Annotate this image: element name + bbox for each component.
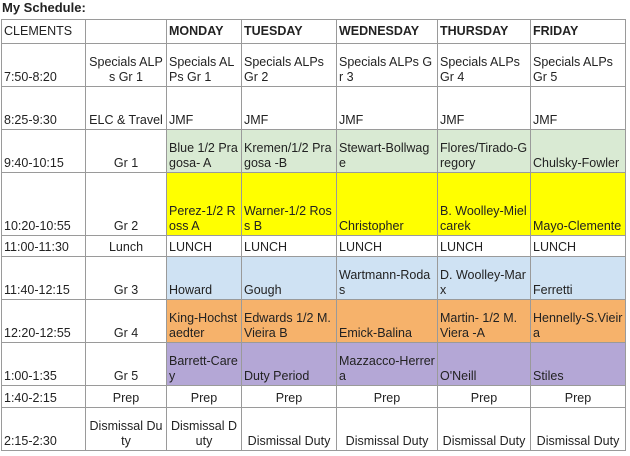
tuesday-cell: Duty Period <box>242 343 337 386</box>
grade-cell: Specials ALPs Gr 1 <box>86 44 167 87</box>
wednesday-cell: Stewart-Bollwage <box>337 130 438 173</box>
friday-cell: Ferretti <box>531 257 626 300</box>
thursday-cell: Dismissal Duty <box>438 408 531 451</box>
monday-cell: King-Hochstaedter <box>167 300 242 343</box>
header-monday: MONDAY <box>167 20 242 44</box>
monday-cell: Howard <box>167 257 242 300</box>
time-cell: 12:20-12:55 <box>2 300 86 343</box>
table-row <box>2 408 626 451</box>
friday-cell: Chulsky-Fowler <box>531 130 626 173</box>
wednesday-cell: Christopher <box>337 173 438 236</box>
wednesday-cell: Prep <box>337 386 438 408</box>
table-row <box>2 300 626 343</box>
time-cell: 1:00-1:35 <box>2 343 86 386</box>
header-school: CLEMENTS <box>2 20 86 44</box>
monday-cell: Blue 1/2 Pragosa- A <box>167 130 242 173</box>
wednesday-cell: Emick-Balina <box>337 300 438 343</box>
thursday-cell: Prep <box>438 386 531 408</box>
table-row <box>2 236 626 257</box>
monday-cell: LUNCH <box>167 236 242 257</box>
table-row <box>2 130 626 173</box>
grade-cell: ELC & Travel <box>86 87 167 130</box>
time-cell: 8:25-9:30 <box>2 87 86 130</box>
grade-cell: Dismissal Duty <box>86 408 167 451</box>
grade-cell: Gr 2 <box>86 173 167 236</box>
grade-cell: Gr 4 <box>86 300 167 343</box>
time-cell: 11:00-11:30 <box>2 236 86 257</box>
monday-cell: Specials ALPs Gr 1 <box>167 44 242 87</box>
header-grade <box>86 20 167 44</box>
tuesday-cell: Specials ALPs Gr 2 <box>242 44 337 87</box>
table-row <box>2 173 626 236</box>
grade-cell: Gr 3 <box>86 257 167 300</box>
time-cell: 7:50-8:20 <box>2 44 86 87</box>
grade-cell: Gr 1 <box>86 130 167 173</box>
thursday-cell: Specials ALPs Gr 4 <box>438 44 531 87</box>
friday-cell: Mayo-Clemente <box>531 173 626 236</box>
thursday-cell: Flores/Tirado-Gregory <box>438 130 531 173</box>
tuesday-cell: Prep <box>242 386 337 408</box>
tuesday-cell: Gough <box>242 257 337 300</box>
tuesday-cell: Warner-1/2 Ross B <box>242 173 337 236</box>
tuesday-cell: Dismissal Duty <box>242 408 337 451</box>
table-row <box>2 87 626 130</box>
wednesday-cell: Mazzacco-Herrera <box>337 343 438 386</box>
time-cell: 10:20-10:55 <box>2 173 86 236</box>
tuesday-cell: Kremen/1/2 Pragosa -B <box>242 130 337 173</box>
wednesday-cell: Dismissal Duty <box>337 408 438 451</box>
time-cell: 1:40-2:15 <box>2 386 86 408</box>
tuesday-cell: JMF <box>242 87 337 130</box>
monday-cell: Barrett-Carey <box>167 343 242 386</box>
wednesday-cell: LUNCH <box>337 236 438 257</box>
table-row <box>2 386 626 408</box>
friday-cell: Hennelly-S.Vieira <box>531 300 626 343</box>
grade-cell: Lunch <box>86 236 167 257</box>
grade-cell: Gr 5 <box>86 343 167 386</box>
tuesday-cell: LUNCH <box>242 236 337 257</box>
table-row <box>2 343 626 386</box>
friday-cell: Specials ALPs Gr 5 <box>531 44 626 87</box>
time-cell: 2:15-2:30 <box>2 408 86 451</box>
monday-cell: Dismissal Duty <box>167 408 242 451</box>
schedule-table <box>1 19 626 451</box>
friday-cell: Stiles <box>531 343 626 386</box>
thursday-cell: B. Woolley-Mielcarek <box>438 173 531 236</box>
grade-cell: Prep <box>86 386 167 408</box>
header-tuesday: TUESDAY <box>242 20 337 44</box>
monday-cell: JMF <box>167 87 242 130</box>
wednesday-cell: Specials ALPs Gr 3 <box>337 44 438 87</box>
table-row <box>2 44 626 87</box>
friday-cell: LUNCH <box>531 236 626 257</box>
friday-cell: Dismissal Duty <box>531 408 626 451</box>
thursday-cell: JMF <box>438 87 531 130</box>
header-friday: FRIDAY <box>531 20 626 44</box>
monday-cell: Prep <box>167 386 242 408</box>
wednesday-cell: JMF <box>337 87 438 130</box>
thursday-cell: O'Neill <box>438 343 531 386</box>
header-thursday: THURSDAY <box>438 20 531 44</box>
thursday-cell: Martin- 1/2 M. Viera -A <box>438 300 531 343</box>
header-row <box>2 20 626 44</box>
header-wednesday: WEDNESDAY <box>337 20 438 44</box>
thursday-cell: LUNCH <box>438 236 531 257</box>
tuesday-cell: Edwards 1/2 M. Vieira B <box>242 300 337 343</box>
time-cell: 9:40-10:15 <box>2 130 86 173</box>
table-row <box>2 257 626 300</box>
friday-cell: Prep <box>531 386 626 408</box>
monday-cell: Perez-1/2 Ross A <box>167 173 242 236</box>
time-cell: 11:40-12:15 <box>2 257 86 300</box>
thursday-cell: D. Woolley-Marx <box>438 257 531 300</box>
page-title: My Schedule: <box>2 0 86 15</box>
wednesday-cell: Wartmann-Rodas <box>337 257 438 300</box>
friday-cell: JMF <box>531 87 626 130</box>
